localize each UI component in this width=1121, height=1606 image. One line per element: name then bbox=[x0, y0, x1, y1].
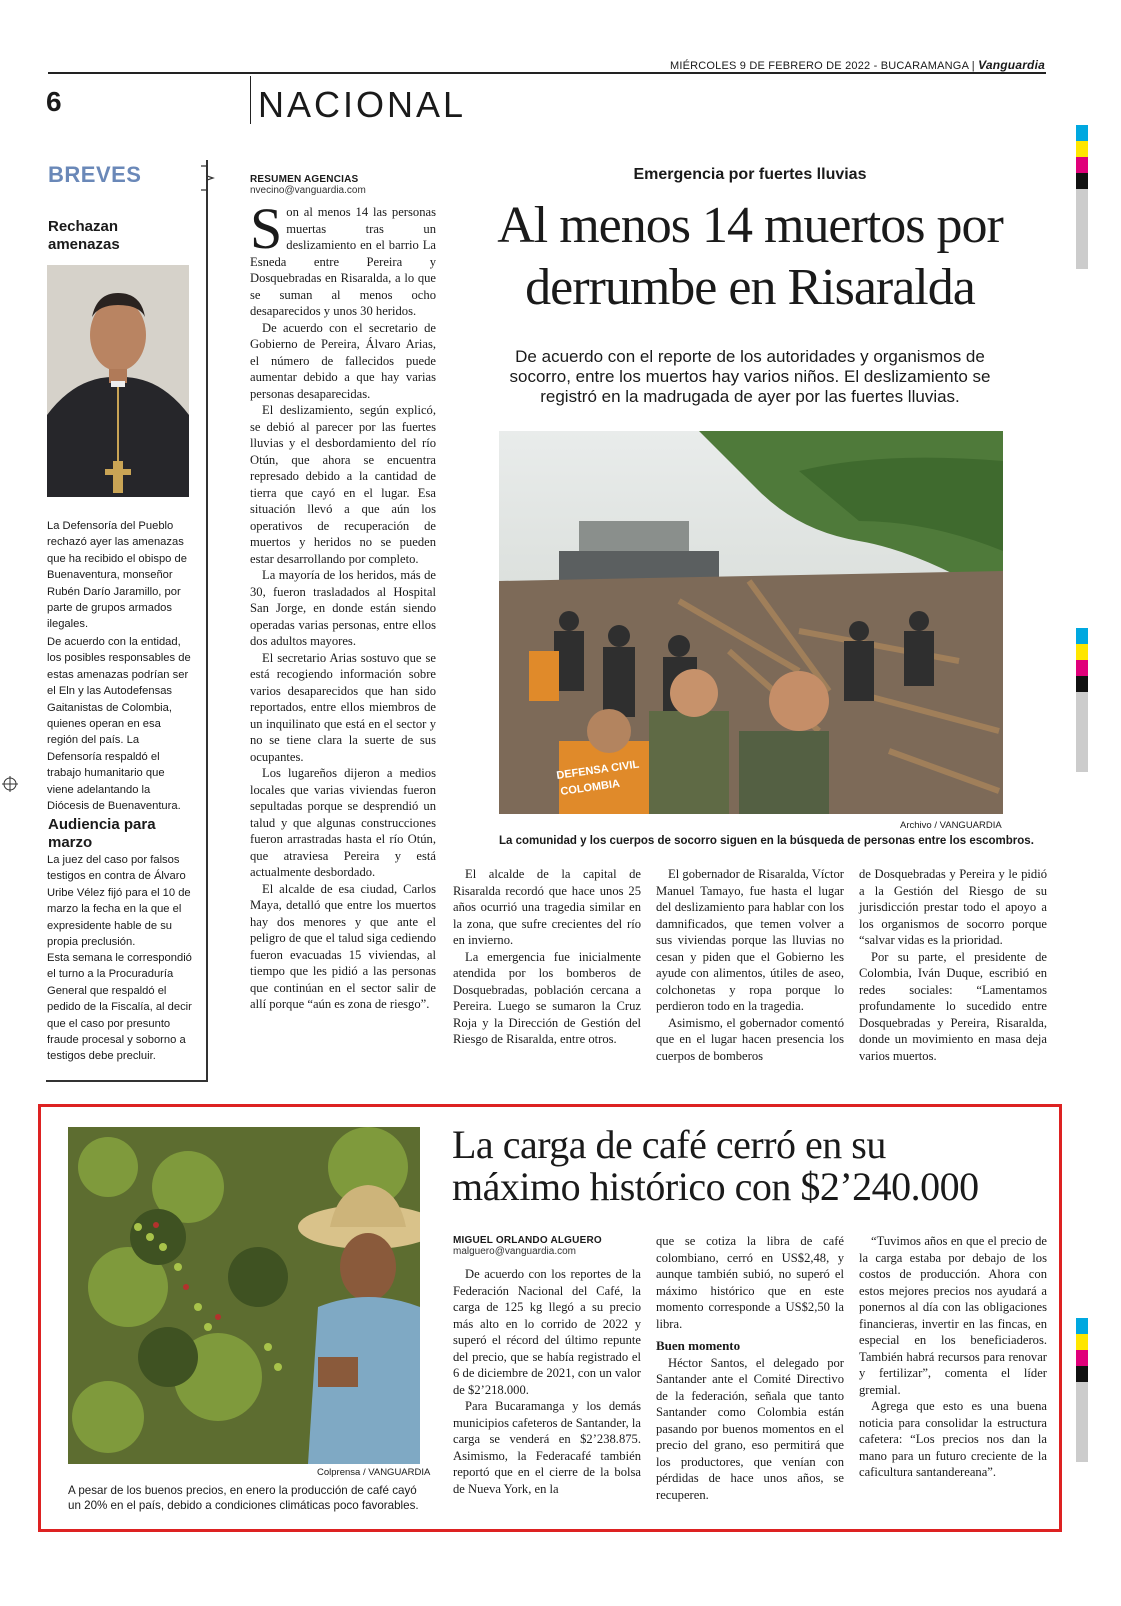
article1-col4-p2: Por su parte, el presidente de Colombia, Iván Duque, escribió en redes sociales: “Lamentamos profundamente lo sucedido entre Dosquebradas y Pereira, Risaralda, donde un movimiento en masa deja varios muertos. bbox=[859, 949, 1047, 1063]
article1-col2-p2: La emergencia fue inicialmente atendida por los bomberos de Dosquebradas, población cercana a Pereira. Luego se sumaron la Cruz Roja y la Dirección de Gestión del Riesgo de Risaralda, entre otros. bbox=[453, 949, 641, 1046]
registration-mark-top bbox=[1076, 125, 1088, 269]
breve-heading-audiencia: Audiencia para marzo bbox=[48, 816, 156, 851]
article2-col3-p1: “Tuvimos años en que el precio de la carga estaba por debajo de los costos de producción. Ahora con estos mejores precios nos ayudará a ponernos al día con las obligaciones financieras, invertir en las fincas, en especial en los beneficiaderos. También habrá recursos para renovar y fertilizar”, comenta el líder gremial. bbox=[859, 1234, 1047, 1397]
article1-col2-p1: El alcalde de la capital de Risaralda recordó que hace unos 25 años ocurrió una tragedia similar en la zona, que sufre crecientes del río en invierno. bbox=[453, 867, 641, 947]
article1-photo-credit: Archivo / VANGUARDIA bbox=[900, 820, 1002, 831]
article1-col4-p1: de Dosquebradas y Pereira y le pidió a la Gestión del Riesgo de su jurisdicción prestar todo el apoyo a los organismos de socorro porque “salvar vidas es la prioridad. bbox=[859, 867, 1047, 947]
article2-col1 bbox=[453, 1266, 641, 1497]
article1-byline bbox=[250, 174, 366, 196]
article2-byline bbox=[453, 1235, 602, 1257]
article2-headline-line1: La carga de café cerró en su bbox=[452, 1122, 886, 1167]
article1-kicker: Emergencia por fuertes lluvias bbox=[633, 166, 867, 183]
article2-col3-p2: Agrega que esto es una buena noticia para consolidar la estructura cafetera: “Los precios nos dan la mano para un futuro creciente de la caficultura santandereana”. bbox=[859, 1399, 1047, 1479]
article1-col1-p2: De acuerdo con el secretario de Gobierno de Pereira, Álvaro Arias, el número de fallecidos puede aumentar debido a que hay varias personas desaparecidas. bbox=[250, 320, 436, 401]
header-divider bbox=[250, 76, 251, 124]
article1-headline-line2: derrumbe en Risaralda bbox=[525, 259, 975, 316]
date-separator: | bbox=[971, 60, 975, 72]
article2-col1-p1: De acuerdo con los reportes de la Federación Nacional del Café, la carga de 125 kg llegó a su precio más alto en lo corrido de 2022 y superó el récord del último repunte del precio, que se había registrado el 6 de diciembre de 2021, con un valor de $2’218.000. bbox=[453, 1267, 641, 1397]
article1-col2 bbox=[453, 866, 641, 1048]
vest-text-2: COLOMBIA bbox=[559, 777, 621, 798]
brand-logo: Vanguardia bbox=[978, 58, 1045, 72]
vest-text-1: DEFENSA CIVIL bbox=[555, 758, 640, 782]
article1-col4 bbox=[859, 866, 1047, 1064]
article1-col3 bbox=[656, 866, 844, 1064]
breves-title: BREVES bbox=[48, 162, 142, 187]
article2-col2-intro: que se cotiza la libra de café colombiano, cerró en US$2,48, y aunque también subió, no superó el máximo histórico que en este momento corresponde a US$2,50 la libra. bbox=[656, 1234, 844, 1331]
article2-col2 bbox=[656, 1233, 844, 1503]
breve-text-2b: Esta semana le correspondió el turno a la Procuraduría General que respaldó el pedido de la Fiscalía, al decir que el caso por presunto fraude procesal y soborno a testigos debe precluir. bbox=[47, 952, 192, 1063]
article1-headline bbox=[470, 195, 1030, 319]
article1-deck: De acuerdo con el reporte de los autoridades y organismos de socorro, entre los muertos hay varios niños. El deslizamiento se registró en la madrugada de ayer por las fuertes lluvias. bbox=[509, 347, 991, 406]
article1-col3-p1: El gobernador de Risaralda, Víctor Manuel Tamayo, fue hasta el lugar del deslizamiento para hablar con los damnificados, que temen volver a sus viviendas porque las lluvias no cesan y piden que el Gobierno les ayude con alimentos, útiles de aseo, colchonetas y ropa porque lo perdieron todo en la tragedia. bbox=[656, 867, 844, 1013]
registration-mark-middle bbox=[1076, 628, 1088, 772]
article1-caption: La comunidad y los cuerpos de socorro siguen en la búsqueda de personas entre los escombros. bbox=[499, 835, 1034, 847]
date-text: MIÉRCOLES 9 DE FEBRERO DE 2022 - BUCARAMANGA bbox=[669, 60, 969, 72]
article1-col1-p6: Los lugareños dijeron a medios locales que varias viviendas fueron sepultadas porque se desprendió un talud y que algunas construcciones fueron arrastradas hasta el río Otún, que atraviesa Pereira y está actualmente desbordado. bbox=[250, 766, 436, 879]
header-date-line bbox=[670, 58, 1045, 72]
article2-col1-p2: Para Bucaramanga y los demás municipios cafeteros de Santander, la carga se venderá en $2’238.875. Asimismo, la Federacafé también reportó que en el cierre de la bolsa de Nueva York, en la bbox=[453, 1399, 641, 1496]
bishop-photo bbox=[47, 265, 189, 497]
article2-caption: A pesar de los buenos precios, en enero la producción de café cayó un 20% en el país, debido a condiciones climáticas poco favorables. bbox=[68, 1484, 419, 1512]
article1-col1-p7: El alcalde de esa ciudad, Carlos Maya, detalló que entre los muertos hay dos menores y que ante el peligro de que el talud siga cediendo fueron evacuadas 15 viviendas, al tiempo que les pidió a las personas que continúan en el sector salir de allí porque “aún es zona de riesgo”. bbox=[250, 881, 436, 1011]
article1-col1-p3: El deslizamiento, según explicó, se debió al parecer por las fuertes lluvias y el desbordamiento del río Otún, que ahora se encuentra represado debido a la cantidad de tierra que cayó en el lugar. Esa situación llevó a que aún los operativos de recuperación de muertos y heridos no se pueden estar desarrollando por completo. bbox=[250, 403, 436, 566]
breves-bracket-icon bbox=[199, 164, 219, 192]
header-rule bbox=[48, 72, 1046, 74]
breve-heading-amenazas: Rechazan amenazas bbox=[48, 218, 120, 253]
article1-headline-line1: Al menos 14 muertos por bbox=[497, 197, 1003, 254]
article1-col1 bbox=[250, 196, 436, 1013]
article2-photo-credit: Colprensa / VANGUARDIA bbox=[317, 1467, 431, 1478]
coffee-farmer-photo bbox=[68, 1127, 420, 1464]
article2-headline-line2: máximo histórico con $2’240.000 bbox=[452, 1164, 979, 1209]
article1-byline-name: RESUMEN AGENCIAS bbox=[250, 174, 359, 185]
article1-col3-p2: Asimismo, el gobernador comentó que en el lugar hacen presencia los cuerpos de bomberos bbox=[656, 1015, 844, 1063]
article2-byline-name: MIGUEL ORLANDO ALGUERO bbox=[453, 1235, 602, 1246]
breve-text-1a: La Defensoría del Pueblo rechazó ayer las amenazas que ha recibido el obispo de Buenaventura, monseñor Rubén Darío Jaramillo, por parte de grupos armados ilegales. bbox=[47, 520, 187, 631]
section-title: NACIONAL bbox=[258, 84, 467, 125]
article2-headline bbox=[452, 1124, 1052, 1208]
breve-text-1b: De acuerdo con la entidad, los posibles responsables de estas amenazas podrían ser el Eln y las Autodefensas Gaitanistas de Colombia, quienes operan en esa región del país. La Defensoría respaldó el trabajo humanitario que viene adelantando la Diócesis de Buenaventura. bbox=[47, 636, 191, 813]
crosshair-mark-icon bbox=[2, 776, 18, 792]
article2-byline-email: malguero@vanguardia.com bbox=[453, 1246, 576, 1257]
article1-dropcap: S bbox=[250, 196, 283, 261]
landslide-photo bbox=[499, 431, 1003, 814]
article1-col1-p4: La mayoría de los heridos, más de 30, fueron trasladados al Hospital San Jorge, en donde están siendo operadas varias personas, entre ellos dos adultos mayores. bbox=[250, 568, 436, 648]
article2-subhead: Buen momento bbox=[656, 1338, 741, 1353]
article1-col1-p5: El secretario Arias sostuvo que se está recogiendo información sobre varios desaparecidos que han sido reportados, entre ellos miembros de un inquilinato que está en el sector y no se tiene clara la suerte de sus ocupantes. bbox=[250, 650, 436, 764]
registration-mark-bottom bbox=[1076, 1318, 1088, 1462]
article2-col2-body: Héctor Santos, el delegado por Santander ante el Comité Directivo de la federación, señala que tanto Santander como Colombia están pasando por buenos momentos en el precio del grano, eso permitirá que los productores, que venían con pérdidas de hace unos años, se recuperen. bbox=[656, 1355, 844, 1502]
article1-col1-p1: on al menos 14 las personas muertas tras un deslizamiento en el barrio La Esneda entre Pereira y Dosquebradas en Risaralda, a lo que se suman al menos ocho desaparecidos y unos 30 heridos. bbox=[250, 205, 436, 318]
breve-text-2a: La juez del caso por falsos testigos en contra de Álvaro Uribe Vélez fijó para el 10 de marzo la fecha en la que el expresidente hable de su propia preclusión. bbox=[47, 854, 191, 949]
page-number: 6 bbox=[46, 86, 62, 117]
article2-col3 bbox=[859, 1233, 1047, 1481]
article1-byline-email: nvecino@vanguardia.com bbox=[250, 185, 366, 196]
